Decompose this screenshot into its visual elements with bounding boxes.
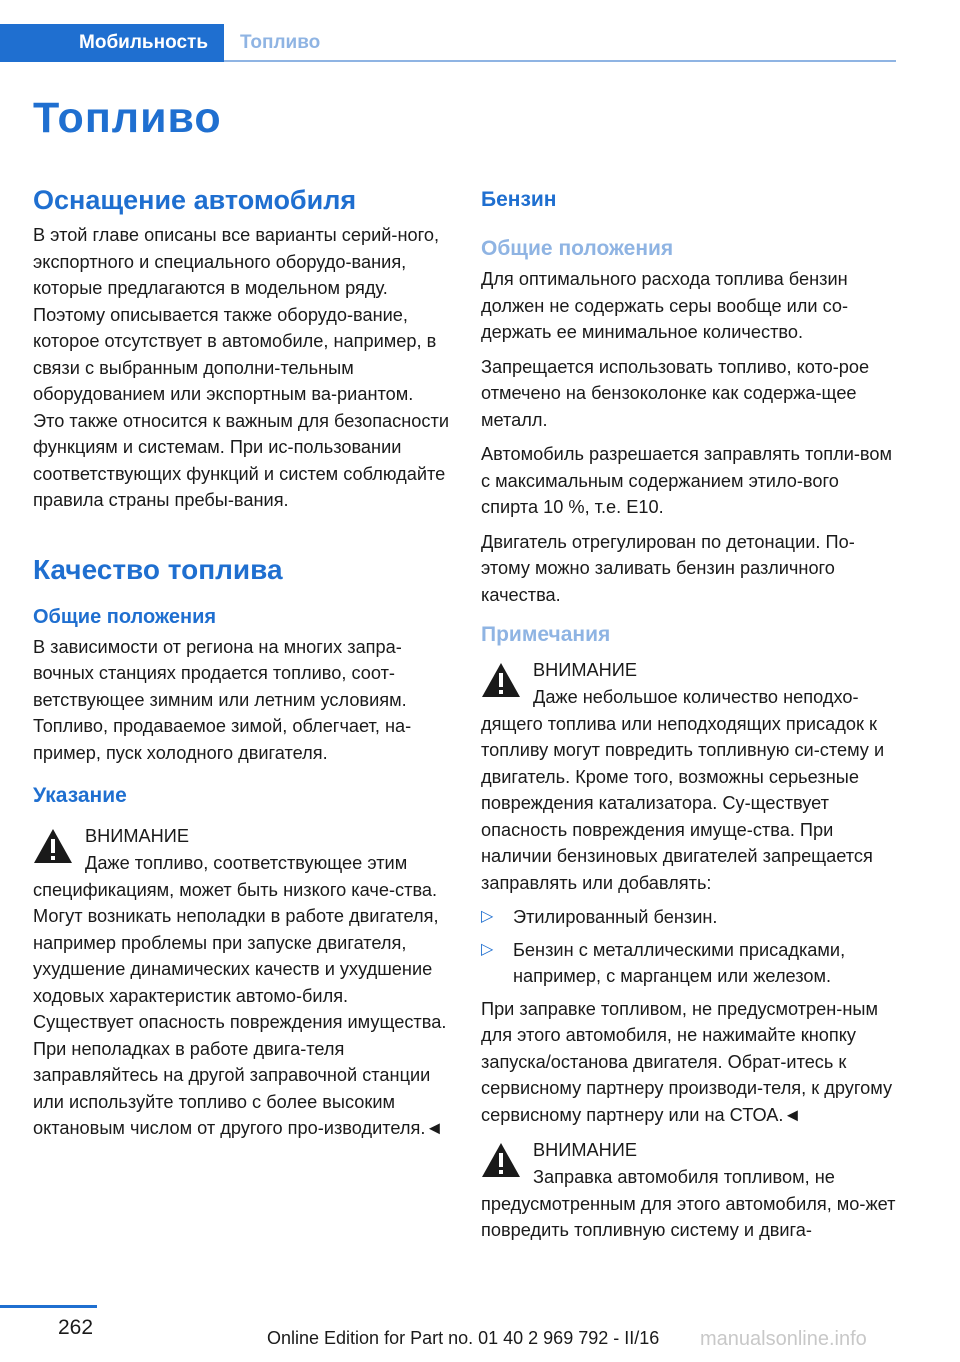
heading-notice: Указание xyxy=(33,784,127,807)
paragraph-sulfur: Для оптимального расхода топлива бензин должен не содержать серы вообще или со-держать ее минимальное количество. xyxy=(481,269,849,342)
paragraph-equipment: В этой главе описаны все варианты серий-ного, экспортного и специального оборудо-вания, которые предлагаются в модельном ряду. Поэтому описывается также оборудо-вание, которое отсутствует в автомобиле, например, в связи с выбранным дополни-тельным оборудованием или экспортным ва-риантом. Это также относится к важным для безопасности функциям и системам. При ис-пользовании соответствующих функций и систем соблюдайте правила страны пребы-вания. xyxy=(33,225,450,510)
warning-triangle-icon xyxy=(33,828,73,864)
heading-equipment: Оснащение автомобиля xyxy=(33,185,357,215)
heading-fuel-quality: Качество топлива xyxy=(33,553,283,585)
running-header xyxy=(0,24,960,62)
paragraph-fuel-quality: В зависимости от региона на многих запра-вочных станциях продается топливо, соот-ветствующее зимним или летним условиям. Топливо, продаваемое зимой, облегчает, на-пример, пуск холодного двигателя. xyxy=(33,636,412,763)
page-title: Топливо xyxy=(33,94,222,142)
header-section-label: Мобильность xyxy=(79,32,208,53)
header-chapter-label: Топливо xyxy=(240,32,321,53)
warning-text: Заправка автомобиля топливом, не предусмотренным для этого автомобиля, мо-жет повредить топливную систему и двига- xyxy=(481,1167,896,1240)
bullet-triangle-icon: ▷ xyxy=(481,908,494,925)
watermark: manualsonline.info xyxy=(700,1328,867,1350)
subheading-notes: Примечания xyxy=(481,623,611,646)
bullet-list xyxy=(481,904,897,990)
paragraph-ethanol: Автомобиль разрешается заправлять топли-вом с максимальным содержанием этило-вого спирта 10 %, т.е. E10. xyxy=(481,444,892,517)
warning-text: Даже небольшое количество неподхо-дящего топлива или неподходящих присадок к топливу могут повредить топливную си-стему и двигатель. Кроме того, возможны серьезные повреждения катализатора. Су-ществует опасность повреждения имуще-ства. При наличии бензиновых двигателей запрещается заправлять или добавлять: xyxy=(481,687,885,893)
warning-triangle-icon xyxy=(481,1142,521,1178)
subheading-general-right: Общие положения xyxy=(481,237,674,260)
warning-title: ВНИМАНИЕ xyxy=(533,1140,637,1160)
header-section-tab xyxy=(0,24,224,62)
header-rule xyxy=(224,60,896,62)
warning-title: ВНИМАНИЕ xyxy=(85,826,189,846)
list-item: ▷ Этилированный бензин. xyxy=(481,904,897,931)
page-number: 262 xyxy=(58,1316,94,1339)
heading-petrol: Бензин xyxy=(481,188,557,211)
edition-note: Online Edition for Part no. 01 40 2 969 792 - II/16 xyxy=(267,1328,660,1348)
paragraph-wrong-fuel: При заправке топливом, не предусмотрен-ным для этого автомобиля, не нажимайте кнопку запуска/останова двигателя. Обрат-итесь к сервисному партнеру производи-теля, к другому сервисному партнеру или на СТОА.◄ xyxy=(481,998,893,1125)
warning-block-1 xyxy=(481,656,897,896)
left-column xyxy=(33,178,449,1150)
warning-title: ВНИМАНИЕ xyxy=(533,660,637,680)
warning-triangle-icon xyxy=(481,662,521,698)
list-item: ▷ Бензин с металлическими присадками, например, с марганцем или железом. xyxy=(481,937,897,990)
bullet-triangle-icon: ▷ xyxy=(481,940,494,958)
warning-block xyxy=(33,822,449,1142)
subheading-general: Общие положения xyxy=(33,605,217,628)
right-column xyxy=(481,178,897,1252)
paragraph-knock: Двигатель отрегулирован по детонации. По-этому можно заливать бензин различного качества. xyxy=(481,531,855,605)
paragraph-metal: Запрещается использовать топливо, кото-рое отмечено на бензоколонке как содержа-щее металл. xyxy=(481,356,870,430)
warning-text: Даже топливо, соответствующее этим спецификациям, может быть низкого каче-ства. Могут возникать неполадки в работе двигателя, например проблемы при запуске двигателя, ухудшение динамических качеств и ухудшение ходовых характеристик автомо-биля. Существует опасность повреждения имущества. При неполадках в работе двига-теля заправляйтесь на другой заправочной станции или используйте топливо с более высоким октановым числом от другого про-изводителя.◄ xyxy=(33,853,447,1138)
footer-rule xyxy=(0,1305,97,1308)
warning-block-2 xyxy=(481,1136,897,1244)
